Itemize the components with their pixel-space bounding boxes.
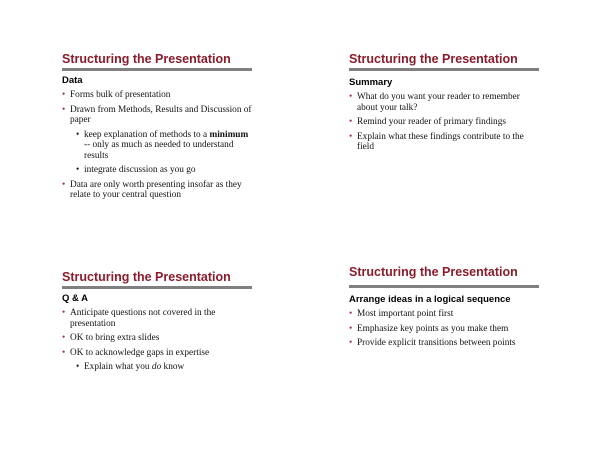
title-rule [62,68,252,71]
slide-title: Structuring the Presentation [349,265,518,279]
text: keep explanation of methods to a [84,129,210,140]
slide-summary [349,52,539,157]
bullet-item: • OK to acknowledge gaps in expertise [62,348,252,359]
bullet-list [62,308,252,373]
slide-subheading: Arrange ideas in a logical sequence [349,294,511,305]
text: know [161,362,185,372]
slide-title: Structuring the Presentation [62,270,231,284]
bullet-item: • Data are only worth presenting insofar as they relate to your central question [62,180,252,201]
bullet-item: • Anticipate questions not covered in the presentation [62,308,252,329]
bold-text: minimum [209,129,249,140]
bullet-item: • Remind your reader of primary findings [349,117,539,128]
slide-arrange [349,265,539,353]
slide-subheading: Q & A [62,293,89,304]
bullet-item: • OK to bring extra slides [62,333,252,344]
bullet-item: • Forms bulk of presentation [62,90,252,101]
sub-bullet-item [62,362,252,373]
italic-text: do [151,362,162,372]
bullet-list [349,309,539,349]
slide-title: Structuring the Presentation [62,52,231,66]
slide-subheading: Data [62,75,83,86]
bullet-item: • Most important point first [349,309,539,320]
bullet-list [62,90,252,201]
bullet-item: • What do you want your reader to remember about your talk? [349,92,539,113]
bullet-item: • Explain what these findings contribute to the field [349,132,539,153]
text: Explain what you [84,362,152,372]
text: -- only as much as needed to understand results [84,140,234,161]
slide-subheading: Summary [349,77,393,88]
slide-title: Structuring the Presentation [349,52,518,66]
bullet-item: • Emphasize key points as you make them [349,324,539,335]
sub-bullet-item: • integrate discussion as you go [62,165,252,176]
bullet-item: • Drawn from Methods, Results and Discussion of paper [62,105,252,126]
title-rule [349,68,539,71]
bullet-item: • Provide explicit transitions between points [349,338,539,349]
title-rule [349,285,539,288]
sub-bullet-item [62,130,252,162]
slide-qa [62,270,252,377]
title-rule [62,286,252,289]
bullet-list [349,92,539,153]
slide-data [62,52,252,205]
